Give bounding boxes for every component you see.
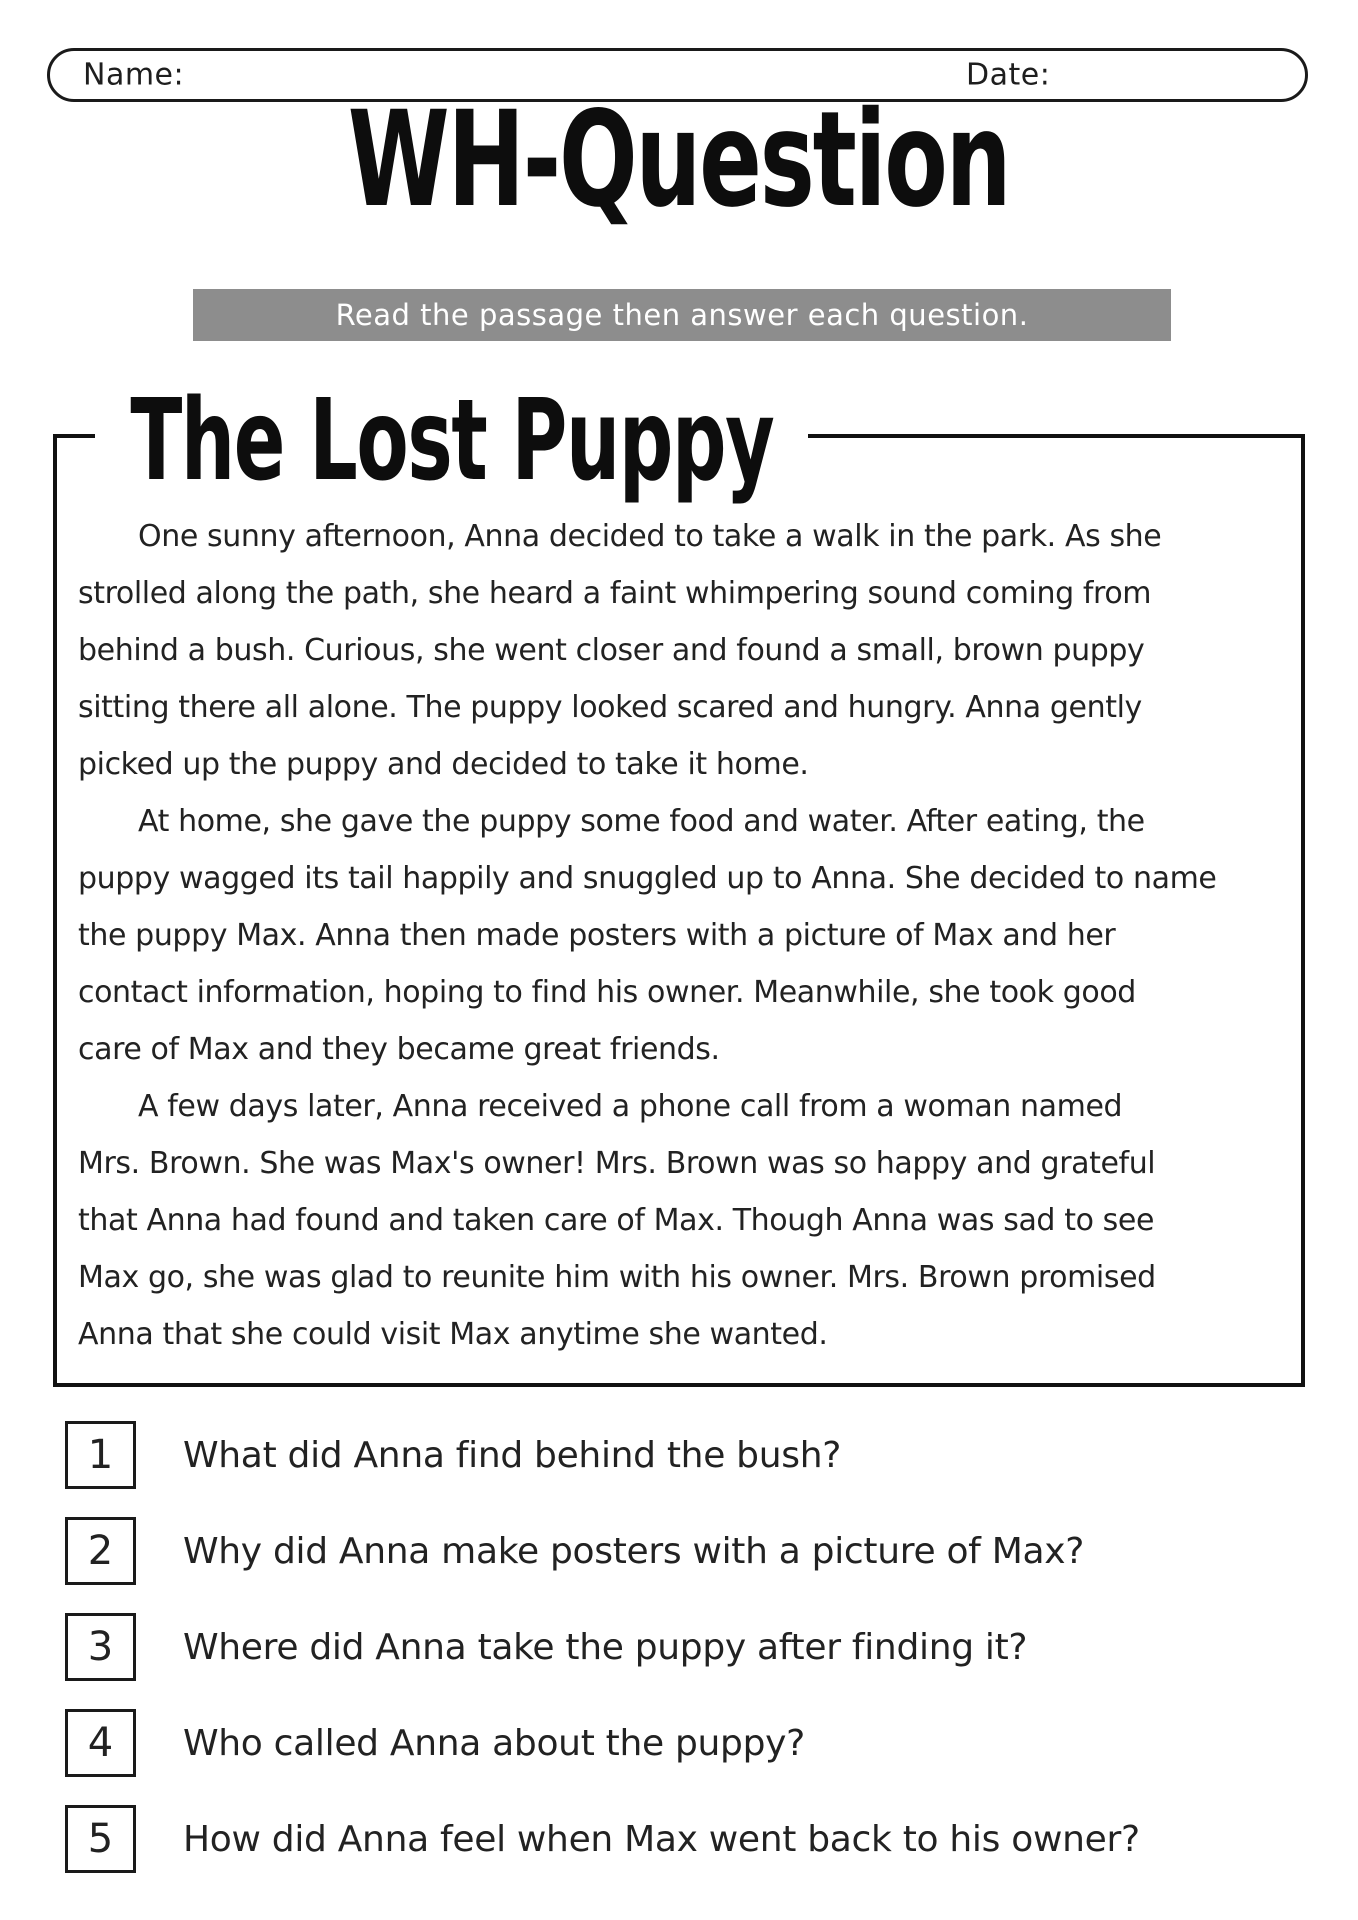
question-text: Who called Anna about the puppy? (183, 1722, 805, 1764)
passage-line: that Anna had found and taken care of Max. Though Anna was sad to see (78, 1203, 1154, 1238)
question-number-box: 1 (65, 1421, 136, 1489)
question-row (65, 1613, 1305, 1681)
instruction-bar (193, 289, 1171, 341)
question-number-box: 4 (65, 1709, 136, 1777)
worksheet-title-text: WH-Question (348, 83, 1010, 237)
passage-title-text: The Lost Puppy (129, 376, 774, 506)
passage-line: picked up the puppy and decided to take it home. (78, 747, 809, 782)
date-label: Date: (966, 57, 1051, 93)
question-number-box: 5 (65, 1805, 136, 1873)
question-text: What did Anna find behind the bush? (183, 1434, 842, 1476)
passage-line: care of Max and they became great friends. (78, 1032, 720, 1067)
passage-line: Mrs. Brown. She was Max's owner! Mrs. Brown was so happy and grateful (78, 1146, 1156, 1181)
passage-line: Anna that she could visit Max anytime she wanted. (78, 1317, 828, 1352)
passage-line: behind a bush. Curious, she went closer and found a small, brown puppy (78, 633, 1145, 668)
passage-line: A few days later, Anna received a phone call from a woman named (138, 1089, 1123, 1124)
passage-line: the puppy Max. Anna then made posters with a picture of Max and her (78, 918, 1116, 953)
question-row (65, 1709, 1305, 1777)
name-label: Name: (83, 57, 185, 93)
passage-line: strolled along the path, she heard a faint whimpering sound coming from (78, 576, 1152, 611)
questions-list (65, 1421, 1305, 1901)
passage-line: puppy wagged its tail happily and snuggled up to Anna. She decided to name (78, 861, 1217, 896)
question-number-box: 3 (65, 1613, 136, 1681)
worksheet-title (0, 85, 1358, 235)
passage-text (78, 508, 1290, 1363)
question-number-box: 2 (65, 1517, 136, 1585)
question-text: Where did Anna take the puppy after finding it? (183, 1626, 1028, 1668)
question-row (65, 1517, 1305, 1585)
passage-line: One sunny afternoon, Anna decided to take a walk in the park. As she (138, 519, 1162, 554)
instruction-text: Read the passage then answer each question. (335, 298, 1029, 332)
passage-title (95, 372, 808, 510)
question-text: Why did Anna make posters with a picture of Max? (183, 1530, 1085, 1572)
passage-line: Max go, she was glad to reunite him with his owner. Mrs. Brown promised (78, 1260, 1156, 1295)
passage-line: At home, she gave the puppy some food and water. After eating, the (138, 804, 1145, 839)
question-row (65, 1421, 1305, 1489)
passage-line: sitting there all alone. The puppy looked scared and hungry. Anna gently (78, 690, 1142, 725)
question-row (65, 1805, 1305, 1873)
passage-line: contact information, hoping to find his owner. Meanwhile, she took good (78, 975, 1136, 1010)
question-text: How did Anna feel when Max went back to his owner? (183, 1818, 1140, 1860)
